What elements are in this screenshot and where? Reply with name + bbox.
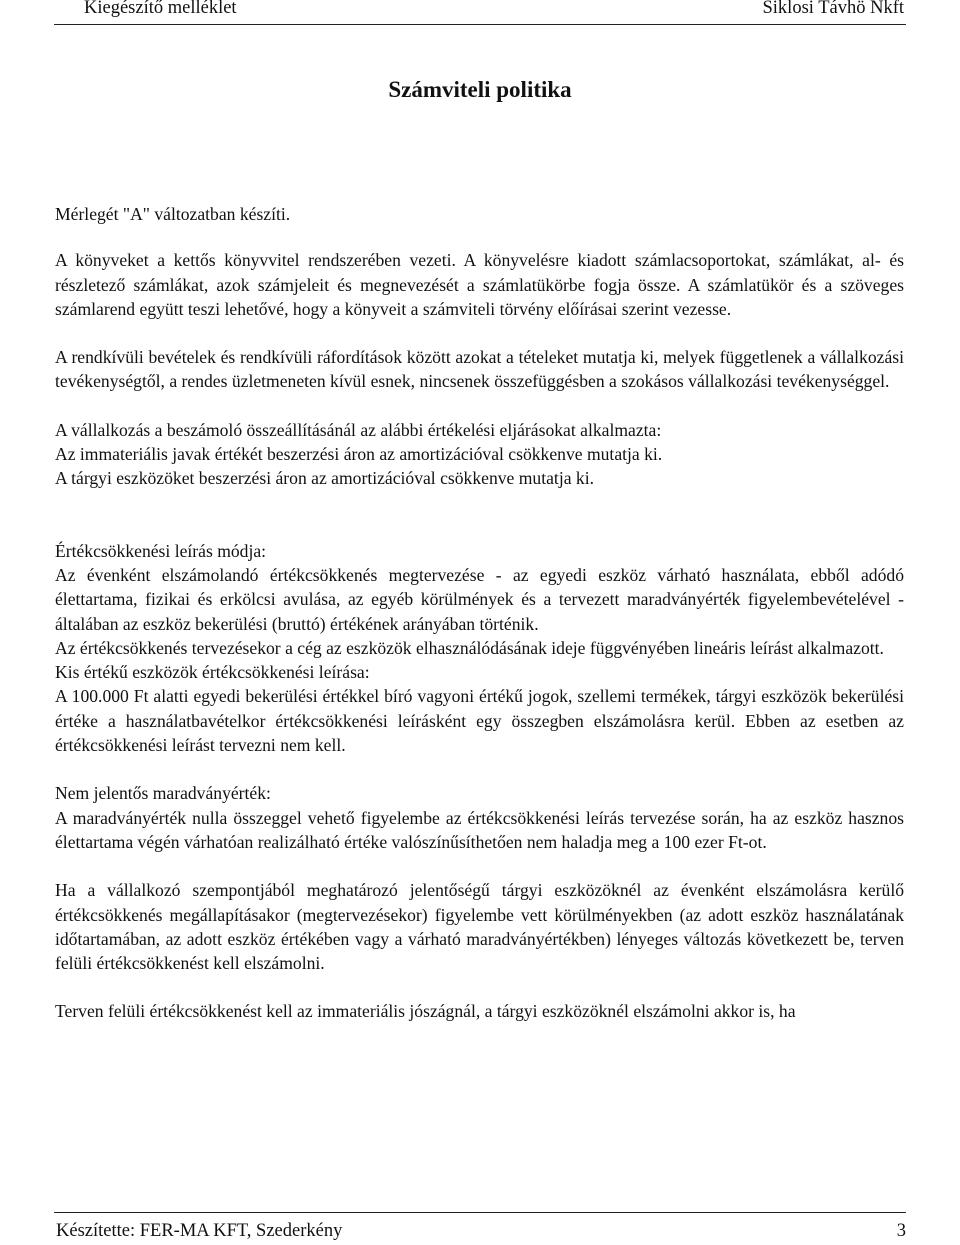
paragraph-extra-depreciation: Ha a vállalkozó szempontjából meghatározó jelentőségű tárgyi eszközöknél az évenként elszámolásra kerülő értékcsökkenés megállapításakor (megtervezésekor) figyelembe vett körülményekben (az adott eszköz használatának időtartamában, az adott eszköz értékében vagy a várható maradványértékben) lényeges változás következett be, terven felüli értékcsökkenést kell elszámolni. — [55, 880, 904, 974]
page-number: 3 — [896, 1221, 906, 1241]
paragraph-low-value-assets: A 100.000 Ft alatti egyedi bekerülési értékkel bíró vagyoni értékű jogok, szellemi termékek, tárgyi eszközök bekerülési értéke a használatbavételkor értékcsökkenési leírásként egy összegben elszámolásra kerül. Ebben az esetben az értékcsökkenési leírást tervezni nem kell. — [55, 686, 904, 756]
page-footer — [54, 1212, 906, 1245]
paragraph-extraordinary-items: A rendkívüli bevételek és rendkívüli ráfordítások között azokat a tételeket mutatja ki, melyek függetlenek a vállalkozási tevékenységtől, a rendes üzletmeneten kívül esnek, nincsenek összefüggésben a szokásos vállalkozási tevékenységgel. — [55, 347, 904, 392]
document-body — [55, 202, 904, 1024]
header-right-text: Siklosi Távhö Nkft — [762, 0, 904, 18]
paragraph-low-value-heading: Kis értékű eszközök értékcsökkenési leírása: — [55, 662, 370, 683]
paragraph-bookkeeping: A könyveket a kettős könyvvitel rendszerében vezeti. A könyvelésre kiadott számlacsoportokat, számlákat, al- és részletező számlákat, azok számjeleit és megnevezését a számlatükörbe fogja össze. A számlatükör és a szöveges számlarend együtt teszi lehetővé, hogy a könyveit a számviteli törvény előírásai szerint vezesse. — [55, 250, 904, 319]
paragraph-extra-depreciation-cases: Terven felüli értékcsökkenést kell az immateriális jószágnál, a tárgyi eszközöknél elszámolni akkor is, ha — [55, 1001, 796, 1022]
paragraph-residual-heading: Nem jelentős maradványérték: — [55, 783, 271, 804]
paragraph-depreciation-planning: Az évenként elszámolandó értékcsökkenés megtervezése - az egyedi eszköz várható használata, ebből adódó élettartama, fizikai és erkölcsi avulása, az egyéb körülmények és a tervezett maradványérték figyelembevételével - általában az eszköz bekerülési (bruttó) értékének arányában történik. — [55, 564, 904, 634]
paragraph-residual-value: A maradványérték nulla összeggel vehető figyelembe az értékcsökkenési leírás tervezése során, ha az eszköz hasznos élettartama végén várhatóan realizálható értéke valószínűsíthetően nem haladja meg a 100 ezer Ft-ot. — [55, 807, 904, 852]
paragraph-tangibles: A tárgyi eszközöket beszerzési áron az amortizációval csökkenve mutatja ki. — [55, 468, 594, 489]
paragraph-depreciation-heading: Értékcsökkenési leírás módja: — [55, 540, 267, 561]
page-title: Számviteli politika — [388, 77, 572, 102]
paragraph-intangibles: Az immateriális javak értékét beszerzési áron az amortizációval csökkenve mutatja ki. — [55, 444, 663, 465]
paragraph-balance-sheet: Mérlegét "A" változatban készíti. — [55, 204, 291, 224]
header-left-text: Kiegészítő melléklet — [84, 0, 237, 18]
paragraph-linear-method: Az értékcsökkenés tervezésekor a cég az eszközök elhasználódásának ideje függvényében lineáris leírást alkalmazott. — [55, 637, 884, 658]
paragraph-valuation-intro: A vállalkozás a beszámoló összeállításánál az alábbi értékelési eljárásokat alkalmazta: — [55, 419, 662, 440]
page-header — [54, 0, 906, 25]
footer-author: Készítette: FER-MA KFT, Szederkény — [56, 1221, 343, 1241]
